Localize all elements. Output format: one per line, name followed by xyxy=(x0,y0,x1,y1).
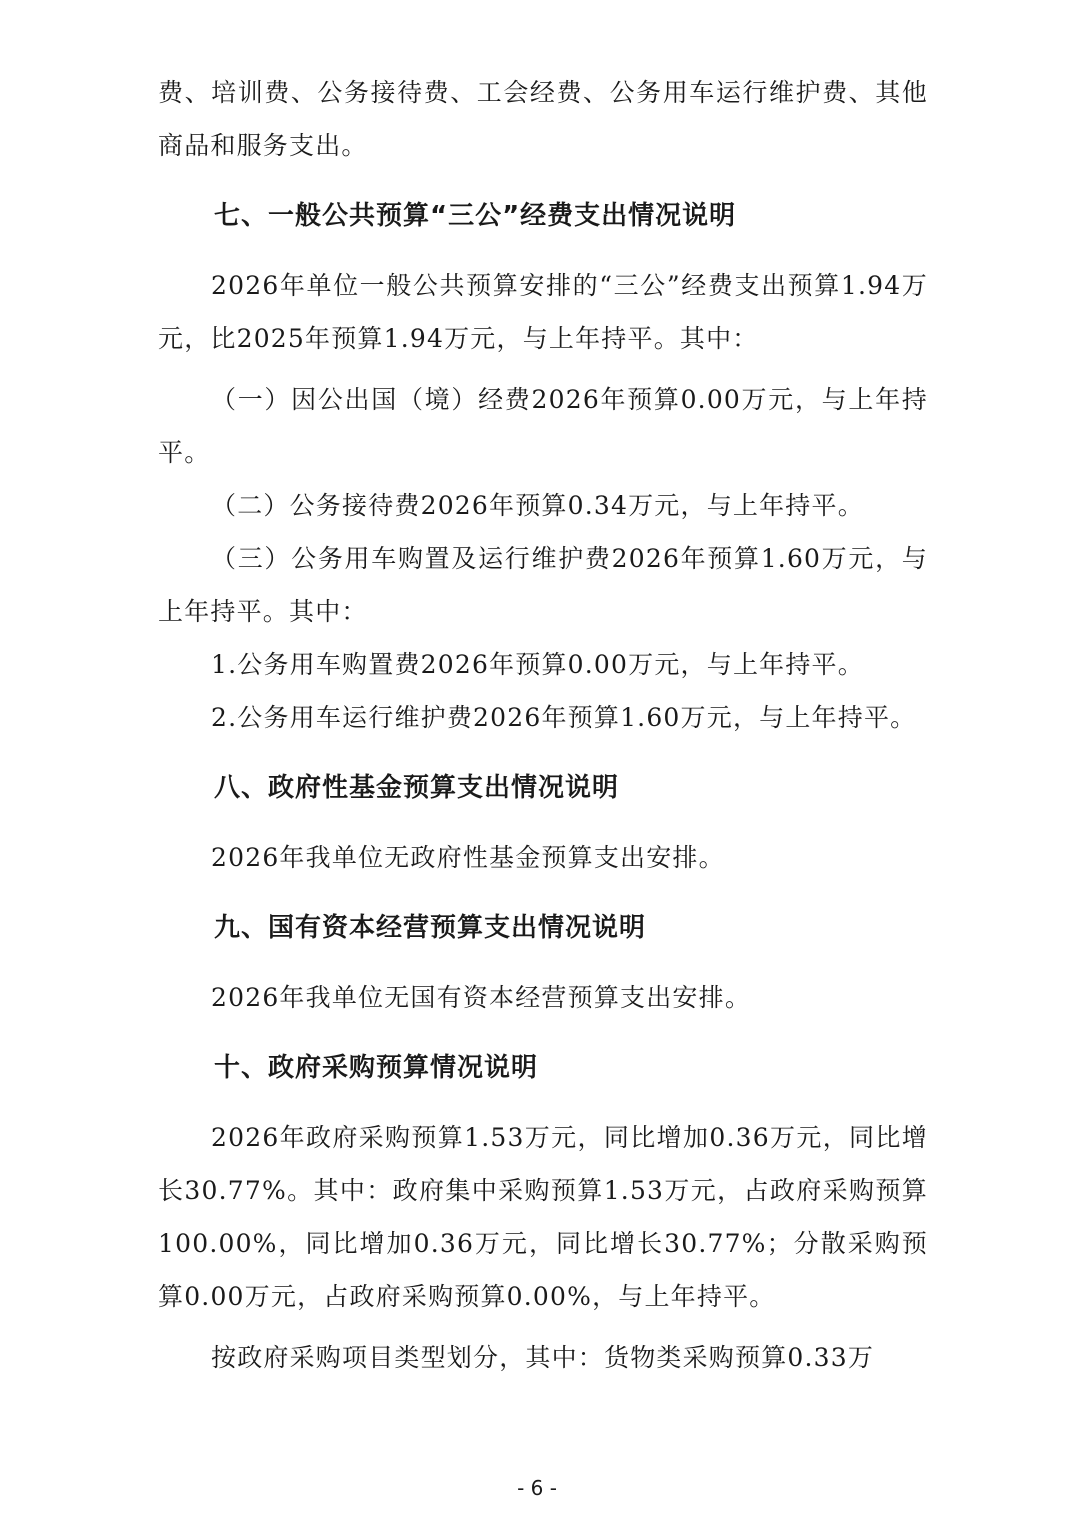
section-heading-ten: 十、政府采购预算情况说明 xyxy=(214,1053,539,1083)
paragraph-continued-expense-list: 费、培训费、公务接待费、工会经费、公务用车运行维护费、其他商品和服务支出。 xyxy=(158,78,928,160)
document-body xyxy=(158,66,928,1384)
paragraph-vehicle-maintenance: 2.公务用车运行维护费2026年预算1.60万元，与上年持平。 xyxy=(211,703,917,732)
paragraph-government-fund: 2026年我单位无政府性基金预算支出安排。 xyxy=(211,843,725,872)
paragraph-state-capital: 2026年我单位无国有资本经营预算支出安排。 xyxy=(211,983,752,1012)
paragraph-official-vehicles: （三）公务用车购置及运行维护费2026年预算1.60万元，与上年持平。其中： xyxy=(158,544,928,626)
section-heading-nine: 九、国有资本经营预算支出情况说明 xyxy=(214,913,647,943)
paragraph-vehicle-purchase: 1.公务用车购置费2026年预算0.00万元，与上年持平。 xyxy=(211,650,864,679)
section-heading-seven: 七、一般公共预算“三公”经费支出情况说明 xyxy=(214,201,737,231)
paragraph-official-reception: （二）公务接待费2026年预算0.34万元，与上年持平。 xyxy=(211,491,864,520)
paragraph-three-public-summary: 2026年单位一般公共预算安排的“三公”经费支出预算1.94万元，比2025年预算1.94万元，与上年持平。其中： xyxy=(158,271,928,353)
section-heading-eight: 八、政府性基金预算支出情况说明 xyxy=(214,773,620,803)
page-number: - 6 - xyxy=(517,1476,557,1500)
paragraph-overseas-travel: （一）因公出国（境）经费2026年预算0.00万元，与上年持平。 xyxy=(158,385,928,467)
paragraph-procurement-summary: 2026年政府采购预算1.53万元，同比增加0.36万元，同比增长30.77%。其中：政府集中采购预算1.53万元，占政府采购预算100.00%，同比增加0.36万元，同比增长30.77%；分散采购预算0.00万元，占政府采购预算0.00%，与上年持平。 xyxy=(158,1123,928,1311)
paragraph-procurement-by-type: 按政府采购项目类型划分，其中：货物类采购预算0.33万 xyxy=(211,1343,875,1372)
